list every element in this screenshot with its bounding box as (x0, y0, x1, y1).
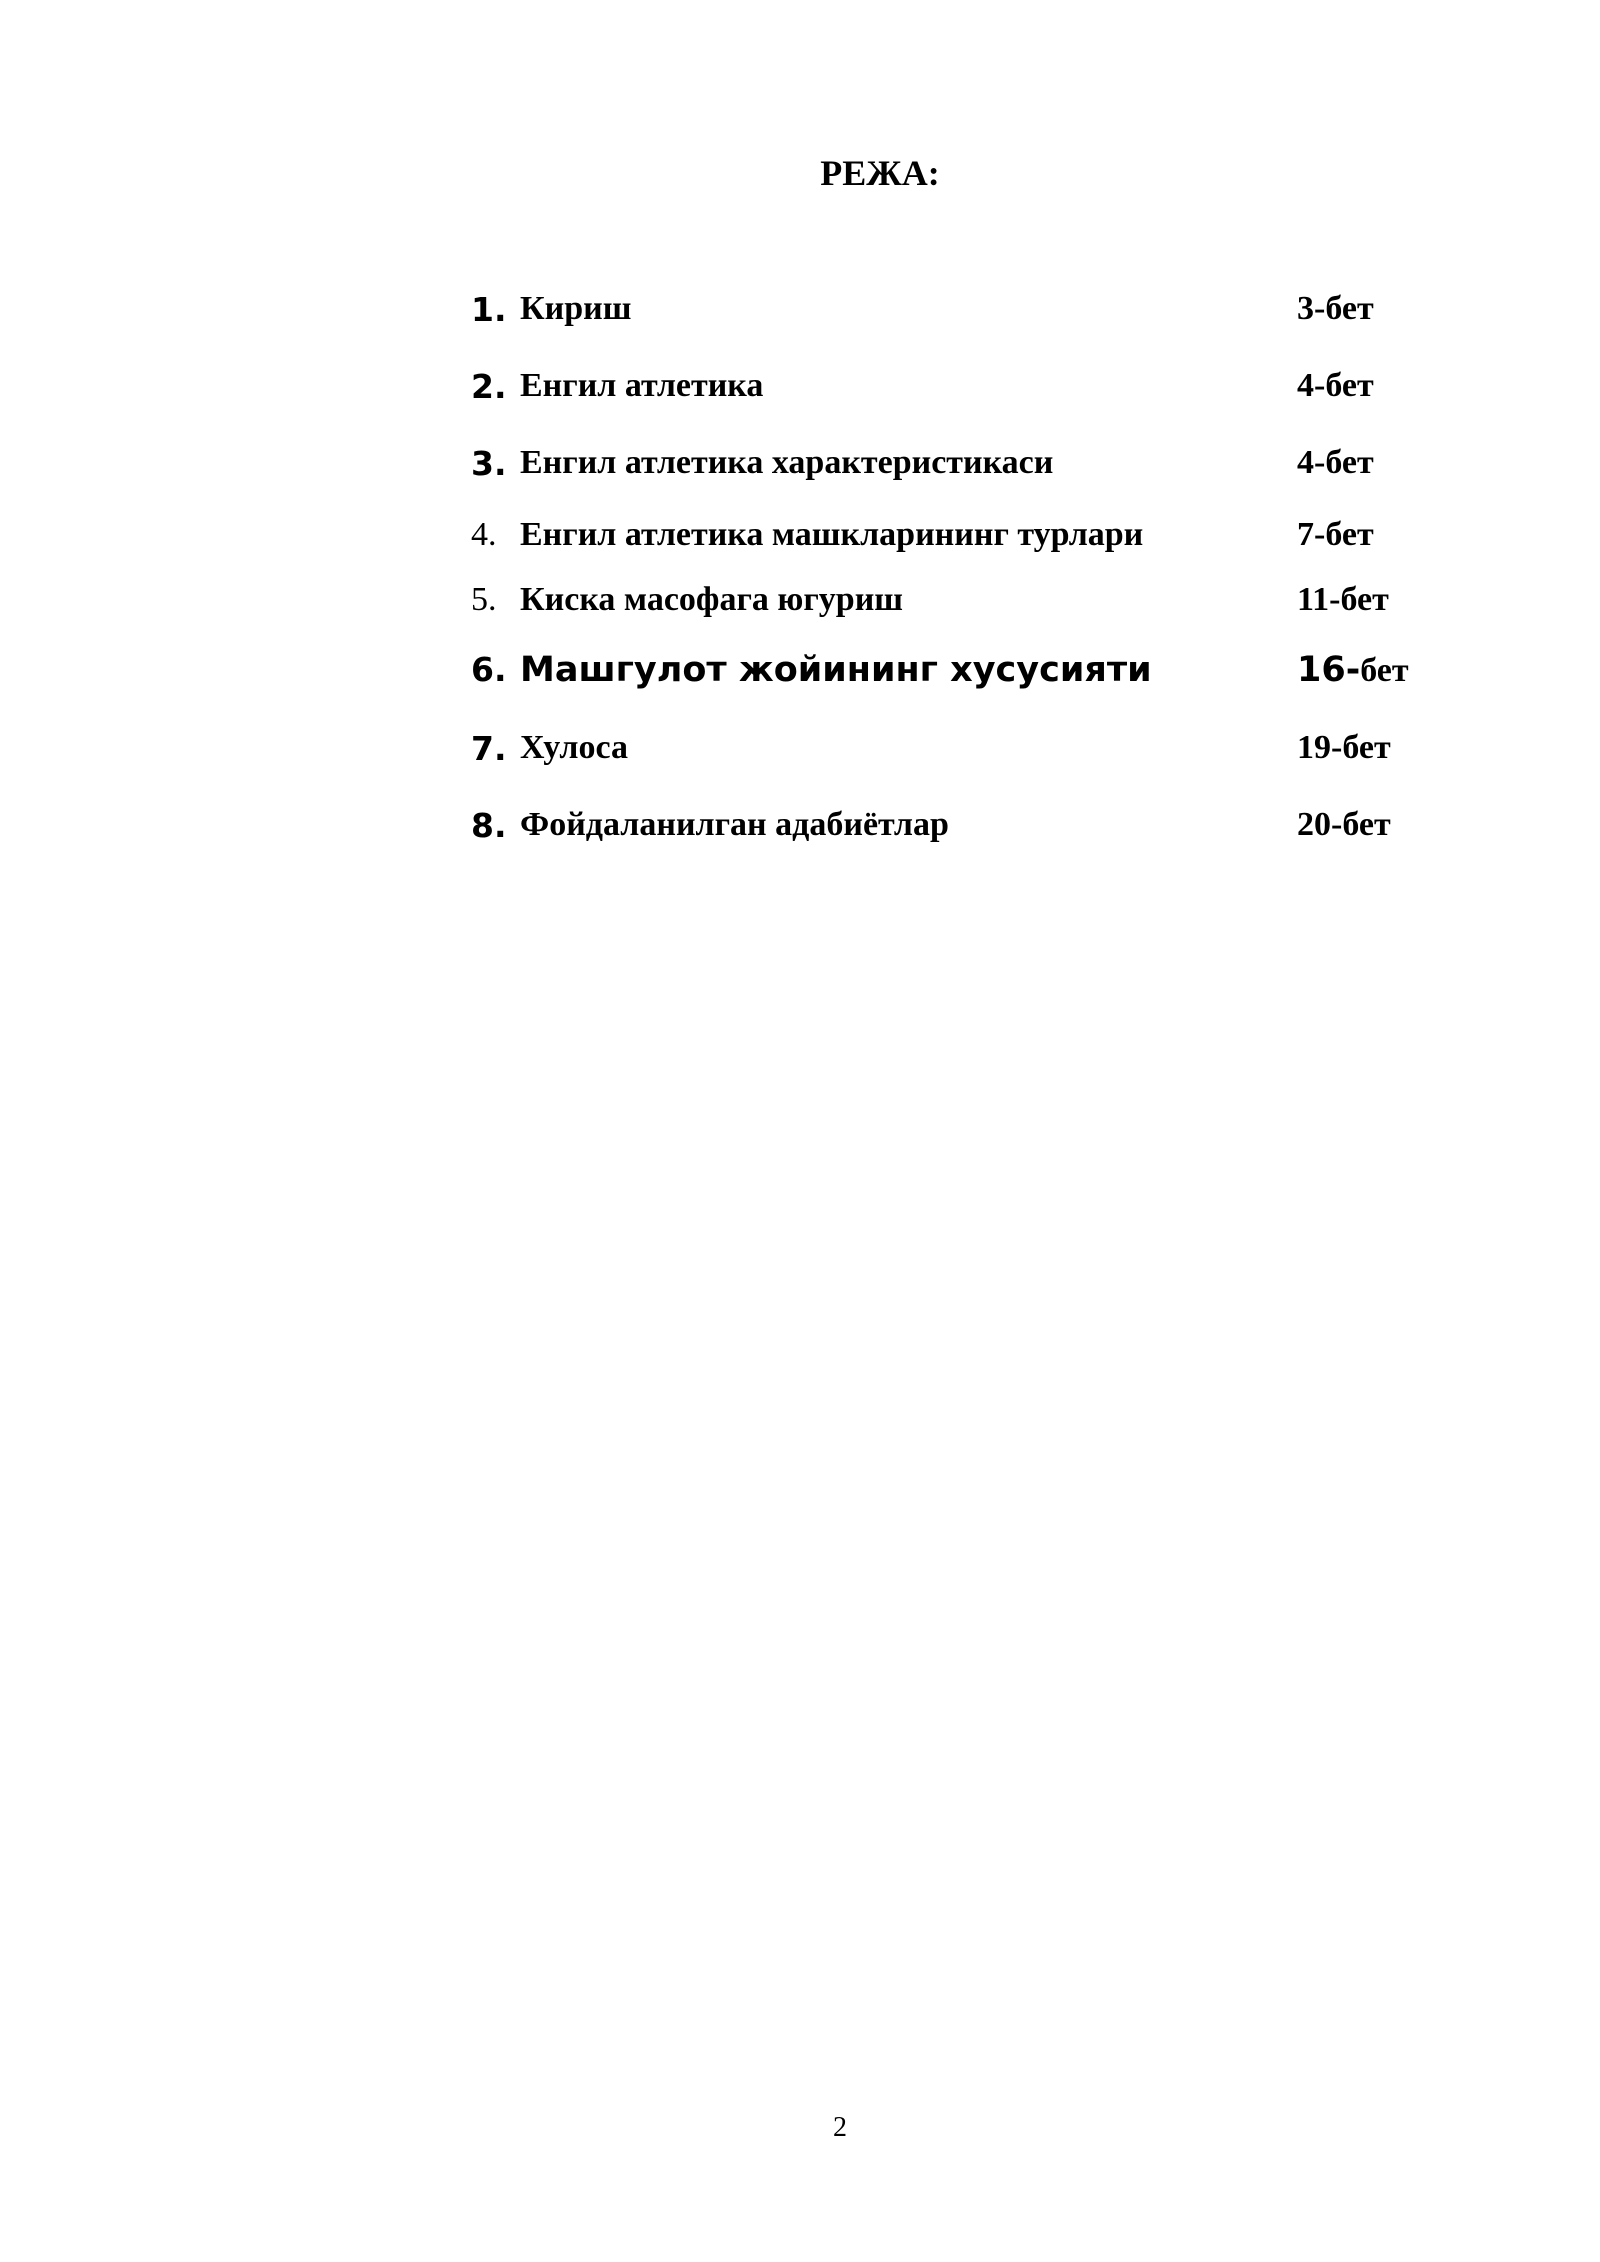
toc-entry-page: 7-бет (1297, 516, 1374, 553)
toc-entry-title: Киска масофага югуриш (520, 581, 904, 618)
toc-entry-number: 7. (471, 729, 507, 768)
toc-entry (471, 806, 1471, 856)
toc-entry-number: 8. (471, 806, 507, 845)
toc-entry-title: Енгил атлетика характеристикаси (520, 444, 1054, 481)
toc-entry-number: 3. (471, 444, 507, 483)
toc-entry-number: 1. (471, 290, 507, 329)
toc-entry-number: 2. (471, 367, 507, 406)
toc-entry (471, 290, 1471, 340)
toc-entry (471, 516, 1471, 566)
toc-entry (471, 367, 1471, 417)
toc-entry-page: 4-бет (1297, 444, 1374, 481)
toc-entry-page: 11-бет (1297, 581, 1389, 618)
toc-entry-title: Хулоса (520, 729, 628, 766)
toc-entry-title: Енгил атлетика (520, 367, 764, 404)
toc-entry-title: Кириш (520, 290, 632, 327)
toc-entry-number: 4. (471, 516, 497, 553)
toc-entry-page: 3-бет (1297, 290, 1374, 327)
toc-entry-title: Машгулот жойининг хусусияти (520, 650, 1152, 690)
page-title: РЕЖА: (820, 153, 940, 193)
toc-entry-number: 5. (471, 581, 497, 618)
toc-entry (471, 650, 1471, 700)
toc-entry-title: Фойдаланилган адабиётлар (520, 806, 949, 843)
toc-entry-title: Енгил атлетика машкларининг турлари (520, 516, 1144, 553)
toc-entry (471, 729, 1471, 779)
page-number: 2 (833, 2112, 847, 2143)
toc-entry-page: 19-бет (1297, 729, 1391, 766)
toc-entry (471, 444, 1471, 494)
toc-entry-page: 20-бет (1297, 806, 1391, 843)
toc-entry-number: 6. (471, 650, 507, 689)
toc-entry-page-number: 16- (1297, 650, 1361, 690)
toc-entry-page: 4-бет (1297, 367, 1374, 404)
toc-entry-page-suffix: бет (1360, 652, 1409, 689)
toc-entry-page (1297, 650, 1409, 690)
toc-entry (471, 581, 1471, 631)
